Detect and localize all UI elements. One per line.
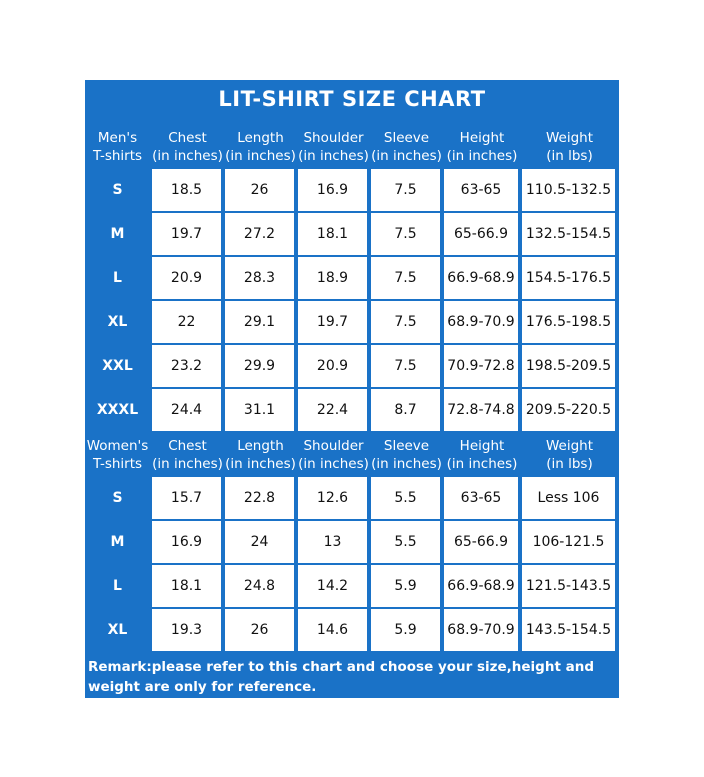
table-cell: 63-65 [444, 169, 518, 211]
size-chart [85, 80, 619, 698]
column-header-line: (in inches) [225, 148, 296, 164]
size-label: XL [107, 314, 128, 330]
column-header-line: (in inches) [152, 148, 223, 164]
column-header-line: Height [459, 130, 505, 146]
table-cell: 121.5-143.5 [522, 565, 615, 607]
section-label-line: Women's [86, 438, 149, 454]
table-cell: 63-65 [444, 477, 518, 519]
size-label: XXL [102, 358, 133, 374]
table-cell: 19.7 [152, 213, 221, 255]
column-header-line: Weight [545, 130, 594, 146]
size-label: L [113, 578, 122, 594]
column-header-line: (in inches) [298, 148, 369, 164]
column-header-line: (in inches) [371, 456, 442, 472]
column-header [522, 437, 617, 473]
column-header-line: (in inches) [446, 456, 518, 472]
table-cell: 7.5 [371, 345, 440, 387]
table-cell: 22.8 [225, 477, 294, 519]
table-cell: 70.9-72.8 [444, 345, 518, 387]
table-cell: 19.7 [298, 301, 367, 343]
table-cell: 68.9-70.9 [444, 301, 518, 343]
column-header [444, 129, 520, 165]
table-cell: 15.7 [152, 477, 221, 519]
column-header [152, 129, 223, 165]
table-cell: 66.9-68.9 [444, 565, 518, 607]
section-label-line: T-shirts [92, 456, 143, 472]
table-cell: 24.4 [152, 389, 221, 431]
table-cell: 68.9-70.9 [444, 609, 518, 651]
column-header-line: Height [459, 438, 505, 454]
remark-note: Remark:please refer to this chart and choose your size,height and weight are only for reference. [88, 659, 594, 695]
table-cell: 7.5 [371, 213, 440, 255]
table-cell: 110.5-132.5 [522, 169, 615, 211]
column-header-line: (in inches) [446, 148, 518, 164]
table-cell: 14.6 [298, 609, 367, 651]
table-cell: 29.1 [225, 301, 294, 343]
table-cell: 72.8-74.8 [444, 389, 518, 431]
table-cell: 27.2 [225, 213, 294, 255]
table-cell: 20.9 [298, 345, 367, 387]
size-label: M [110, 226, 125, 242]
table-cell: 14.2 [298, 565, 367, 607]
column-header-line: Sleeve [383, 438, 430, 454]
chart-title: LIT-SHIRT SIZE CHART [218, 87, 486, 111]
table-cell: 24 [225, 521, 294, 563]
column-header [371, 437, 442, 473]
column-header [225, 129, 296, 165]
table-cell: 65-66.9 [444, 213, 518, 255]
size-label: XXXL [96, 402, 139, 418]
table-cell: 5.5 [371, 477, 440, 519]
table-cell: 8.7 [371, 389, 440, 431]
column-header-line: Chest [168, 130, 207, 146]
size-label: XL [107, 622, 128, 638]
column-header-line: Chest [168, 438, 207, 454]
section-label-line: T-shirts [92, 148, 143, 164]
table-cell: 66.9-68.9 [444, 257, 518, 299]
table-cell: 12.6 [298, 477, 367, 519]
size-label: L [113, 270, 122, 286]
table-cell: 18.1 [152, 565, 221, 607]
table-cell: 7.5 [371, 257, 440, 299]
column-header-line: (in inches) [225, 456, 296, 472]
column-header [371, 129, 442, 165]
section-label [85, 437, 150, 473]
column-header-line: (in inches) [371, 148, 442, 164]
table-cell: 24.8 [225, 565, 294, 607]
column-header [522, 129, 617, 165]
column-header-line: (in lbs) [546, 456, 593, 472]
table-cell: 19.3 [152, 609, 221, 651]
table-cell: 198.5-209.5 [522, 345, 615, 387]
column-header [444, 437, 520, 473]
table-cell: 16.9 [298, 169, 367, 211]
table-cell: Less 106 [522, 477, 615, 519]
table-cell: 16.9 [152, 521, 221, 563]
table-cell: 26 [225, 609, 294, 651]
table-cell: 154.5-176.5 [522, 257, 615, 299]
table-cell: 13 [298, 521, 367, 563]
table-cell: 209.5-220.5 [522, 389, 615, 431]
table-cell: 7.5 [371, 301, 440, 343]
table-cell: 5.5 [371, 521, 440, 563]
table-cell: 132.5-154.5 [522, 213, 615, 255]
table-cell: 23.2 [152, 345, 221, 387]
section-label [85, 129, 150, 165]
table-cell: 106-121.5 [522, 521, 615, 563]
table-cell: 31.1 [225, 389, 294, 431]
table-cell: 18.5 [152, 169, 221, 211]
column-header-line: Weight [545, 438, 594, 454]
column-header-line: Length [237, 438, 284, 454]
column-header [152, 437, 223, 473]
table-cell: 26 [225, 169, 294, 211]
column-header [225, 437, 296, 473]
column-header-line: (in inches) [298, 456, 369, 472]
column-header-line: Shoulder [303, 130, 364, 146]
column-header [298, 437, 369, 473]
column-header-line: (in inches) [152, 456, 223, 472]
table-cell: 22 [152, 301, 221, 343]
table-cell: 18.9 [298, 257, 367, 299]
column-header [298, 129, 369, 165]
size-label: M [110, 534, 125, 550]
column-header-line: Sleeve [383, 130, 430, 146]
table-cell: 143.5-154.5 [522, 609, 615, 651]
table-cell: 22.4 [298, 389, 367, 431]
size-label: S [112, 182, 123, 198]
table-cell: 5.9 [371, 565, 440, 607]
table-cell: 5.9 [371, 609, 440, 651]
table-cell: 28.3 [225, 257, 294, 299]
table-cell: 65-66.9 [444, 521, 518, 563]
size-label: S [112, 490, 123, 506]
table-cell: 29.9 [225, 345, 294, 387]
section-label-line: Men's [97, 130, 138, 146]
column-header-line: Length [237, 130, 284, 146]
table-cell: 176.5-198.5 [522, 301, 615, 343]
table-cell: 20.9 [152, 257, 221, 299]
table-cell: 18.1 [298, 213, 367, 255]
column-header-line: Shoulder [303, 438, 364, 454]
table-cell: 7.5 [371, 169, 440, 211]
column-header-line: (in lbs) [546, 148, 593, 164]
